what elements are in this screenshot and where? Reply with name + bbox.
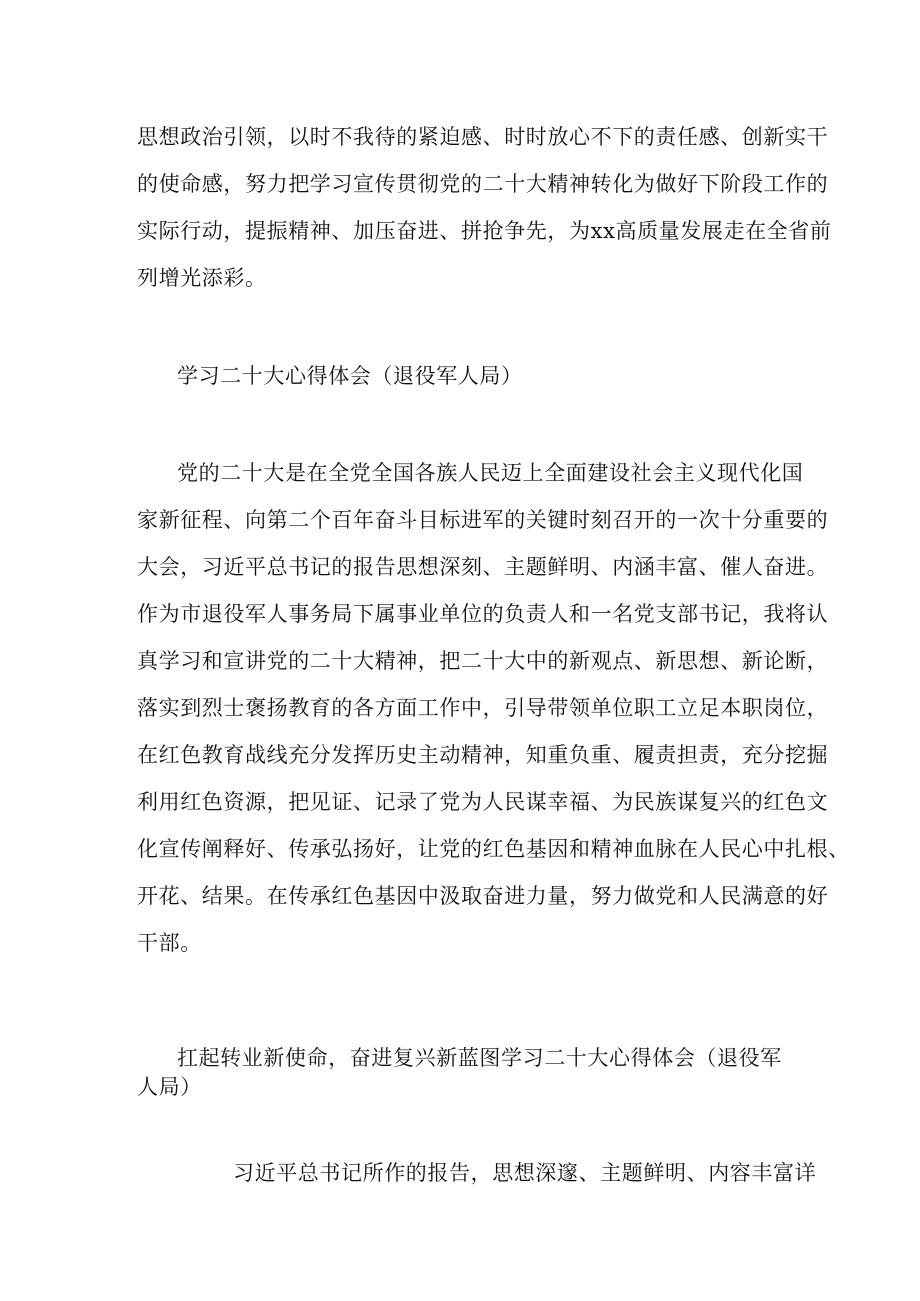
paragraph-line: 大会，习近平总书记的报告思想深刻、主题鲜明、内涵丰富、催人奋进。: [137, 555, 829, 579]
paragraph-line: 在红色教育战线充分发挥历史主动精神，知重负重、履责担责，充分挖掘: [137, 743, 829, 767]
paragraph-line: 作为市退役军人事务局下属事业单位的负责人和一名党支部书记，我将认: [137, 602, 829, 626]
paragraph-line: 思想政治引领，以时不我待的紧迫感、时时放心不下的责任感、创新实干: [137, 125, 829, 149]
paragraph-line: 落实到烈士褒扬教育的各方面工作中，引导带领单位职工立足本职岗位，: [137, 696, 829, 720]
section-heading: 学习二十大心得体会（退役军人局）: [177, 364, 523, 388]
heading-line: 人局）: [137, 1075, 202, 1099]
paragraph-line: 实际行动，提振精神、加压奋进、拼抢争先，为xx高质量发展走在全省前: [137, 219, 832, 243]
heading-line: 扛起转业新使命，奋进复兴新蓝图学习二十大心得体会（退役军: [177, 1046, 782, 1070]
paragraph-line: 的使命感，努力把学习宣传贯彻党的二十大精神转化为做好下阶段工作的: [137, 172, 829, 196]
paragraph-line: 家新征程、向第二个百年奋斗目标进军的关键时刻召开的一次十分重要的: [137, 508, 829, 532]
paragraph-line: 开花、结果。在传承红色基因中汲取奋进力量，努力做党和人民满意的好: [137, 884, 829, 908]
paragraph-line: 利用红色资源，把见证、记录了党为人民谋幸福、为民族谋复兴的红色文: [137, 790, 829, 814]
paragraph-line: 干部。: [137, 931, 202, 955]
paragraph-line: 习近平总书记所作的报告，思想深邃、主题鲜明、内容丰富详: [233, 1161, 817, 1185]
paragraph-line: 真学习和宣讲党的二十大精神，把二十大中的新观点、新思想、新论断，: [137, 649, 829, 673]
paragraph-line: 化宣传阐释好、传承弘扬好，让党的红色基因和精神血脉在人民心中扎根、: [137, 837, 850, 861]
paragraph-line: 党的二十大是在全党全国各族人民迈上全面建设社会主义现代化国: [177, 461, 804, 485]
paragraph-line: 列增光添彩。: [137, 266, 267, 290]
